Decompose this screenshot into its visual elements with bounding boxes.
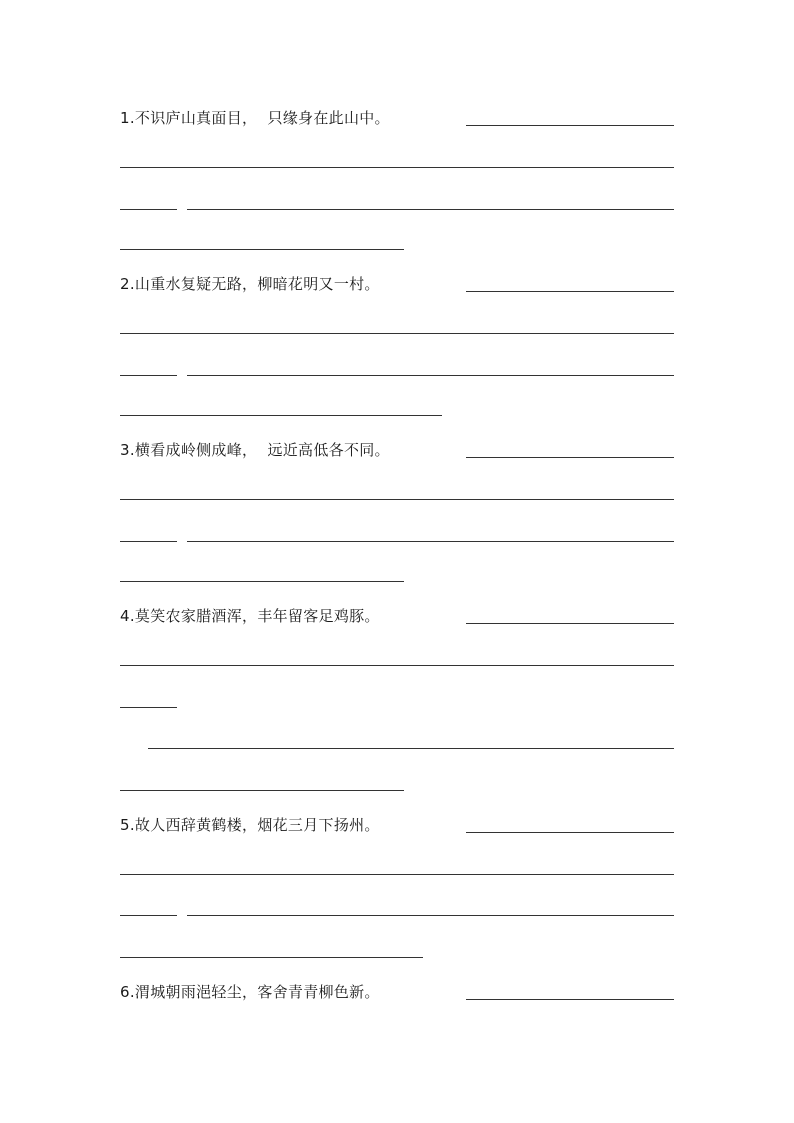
answer-line[interactable] (466, 999, 674, 1000)
question-5 (120, 815, 380, 835)
question-1 (120, 108, 390, 128)
answer-line[interactable] (187, 541, 674, 542)
answer-line[interactable] (120, 415, 442, 416)
answer-line[interactable] (120, 167, 674, 168)
question-number: 1. (120, 109, 135, 127)
answer-line[interactable] (466, 291, 674, 292)
question-text: 莫笑农家腊酒浑，丰年留客足鸡豚。 (134, 607, 380, 625)
question-number: 4. (120, 607, 135, 625)
answer-line[interactable] (120, 541, 177, 542)
question-6 (120, 982, 380, 1002)
question-4 (120, 606, 380, 626)
question-number: 2. (120, 275, 135, 293)
answer-line[interactable] (120, 790, 404, 791)
answer-line[interactable] (120, 333, 674, 334)
question-2 (120, 274, 380, 294)
question-number: 3. (120, 441, 135, 459)
answer-line[interactable] (120, 375, 177, 376)
question-text: 横看成岭侧成峰， 远近高低各不同。 (134, 441, 390, 459)
answer-line[interactable] (187, 915, 674, 916)
answer-line[interactable] (120, 707, 177, 708)
answer-line[interactable] (120, 499, 674, 500)
answer-line[interactable] (120, 957, 423, 958)
question-text: 渭城朝雨浥轻尘，客舍青青柳色新。 (134, 983, 380, 1001)
answer-line[interactable] (466, 457, 674, 458)
answer-line[interactable] (120, 581, 404, 582)
question-number: 6. (120, 983, 135, 1001)
question-text: 不识庐山真面目， 只缘身在此山中。 (134, 109, 390, 127)
answer-line[interactable] (120, 915, 177, 916)
question-text: 山重水复疑无路，柳暗花明又一村。 (134, 275, 380, 293)
answer-line[interactable] (120, 209, 177, 210)
answer-line[interactable] (466, 125, 674, 126)
answer-line[interactable] (187, 375, 674, 376)
answer-line[interactable] (120, 249, 404, 250)
answer-line[interactable] (466, 832, 674, 833)
answer-line[interactable] (148, 748, 674, 749)
answer-line[interactable] (120, 874, 674, 875)
answer-line[interactable] (466, 623, 674, 624)
answer-line[interactable] (187, 209, 674, 210)
question-text: 故人西辞黄鹤楼，烟花三月下扬州。 (134, 816, 380, 834)
question-3 (120, 440, 390, 460)
answer-line[interactable] (120, 665, 674, 666)
question-number: 5. (120, 816, 135, 834)
